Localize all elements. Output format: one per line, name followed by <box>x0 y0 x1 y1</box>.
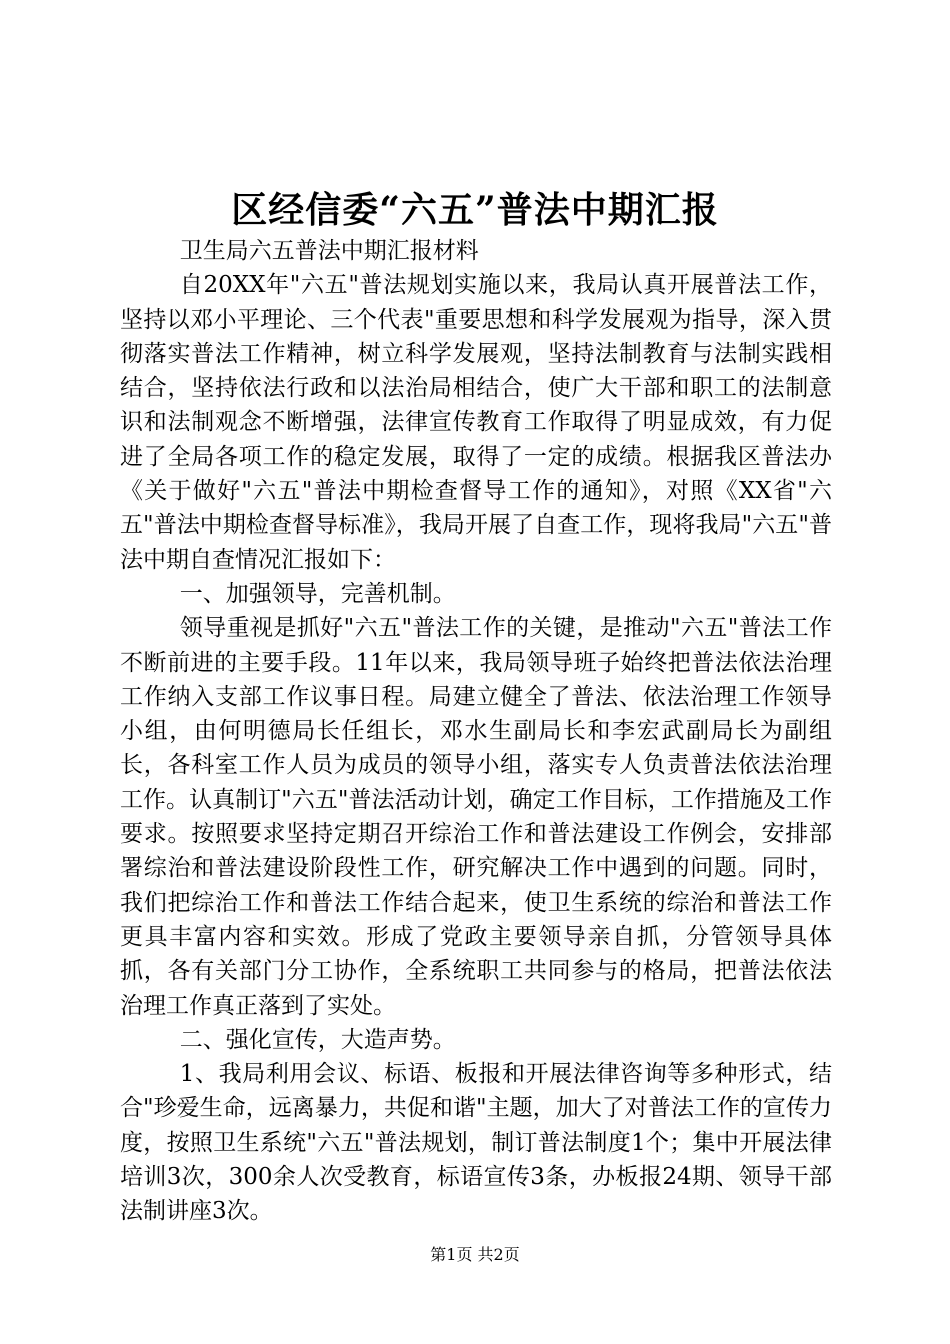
document-title: 区经信委“六五”普法中期汇报 <box>231 189 719 231</box>
document-body <box>120 234 832 1229</box>
section-heading-1: 一、加强领导，完善机制。 <box>179 580 456 607</box>
section-heading-2: 二、强化宣传，大造声势。 <box>179 1026 456 1053</box>
paragraph-publicity: 1、我局利用会议、标语、板报和开展法律咨询等多种形式，结合"珍爱生命，远离暴力，共促和谐"主题，加大了对普法工作的宣传力度，按照卫生系统"六五"普法规划，制订普法制度1个；集中开展法律培训3次，300余人次受教育，标语宣传3条，办板报24期、领导干部法制讲座3次。 <box>120 1061 832 1225</box>
page-footer: 第1页 共2页 <box>430 1245 520 1264</box>
paragraph-subtitle: 卫生局六五普法中期汇报材料 <box>179 238 479 264</box>
paragraph-intro: 自20XX年"六五"普法规划实施以来，我局认真开展普法工作，坚持以邓小平理论、三个代表"重要思想和科学发展观为指导，深入贯彻落实普法工作精神，树立科学发展观，坚持法制教育与法制实践相结合，坚持依法行政和以法治局相结合，使广大干部和职工的法制意识和法制观念不断增强，法律宣传教育工作取得了明显成效，有力促进了全局各项工作的稳定发展，取得了一定的成绩。根据我区普法办《关于做好"六五"普法中期检查督导工作的通知》，对照《XX省"六五"普法中期检查督导标准》，我局开展了自查工作，现将我局"六五"普法中期自查情况汇报如下： <box>120 272 832 573</box>
paragraph-leadership: 领导重视是抓好"六五"普法工作的关键，是推动"六五"普法工作不断前进的主要手段。11年以来，我局领导班子始终把普法依法治理工作纳入支部工作议事日程。局建立健全了普法、依法治理工作领导小组，由何明德局长任组长，邓水生副局长和李宏武副局长为副组长，各科室工作人员为成员的领导小组，落实专人负责普法依法治理工作。认真制订"六五"普法活动计划，确定工作目标，工作措施及工作要求。按照要求坚持定期召开综治工作和普法建设工作例会，安排部署综治和普法建设阶段性工作，研究解决工作中遇到的问题。同时，我们把综治工作和普法工作结合起来，使卫生系统的综治和普法工作更具丰富内容和实效。形成了党政主要领导亲自抓，分管领导具体抓，各有关部门分工协作，全系统职工共同参与的格局，把普法依法治理工作真正落到了实处。 <box>120 615 832 1019</box>
